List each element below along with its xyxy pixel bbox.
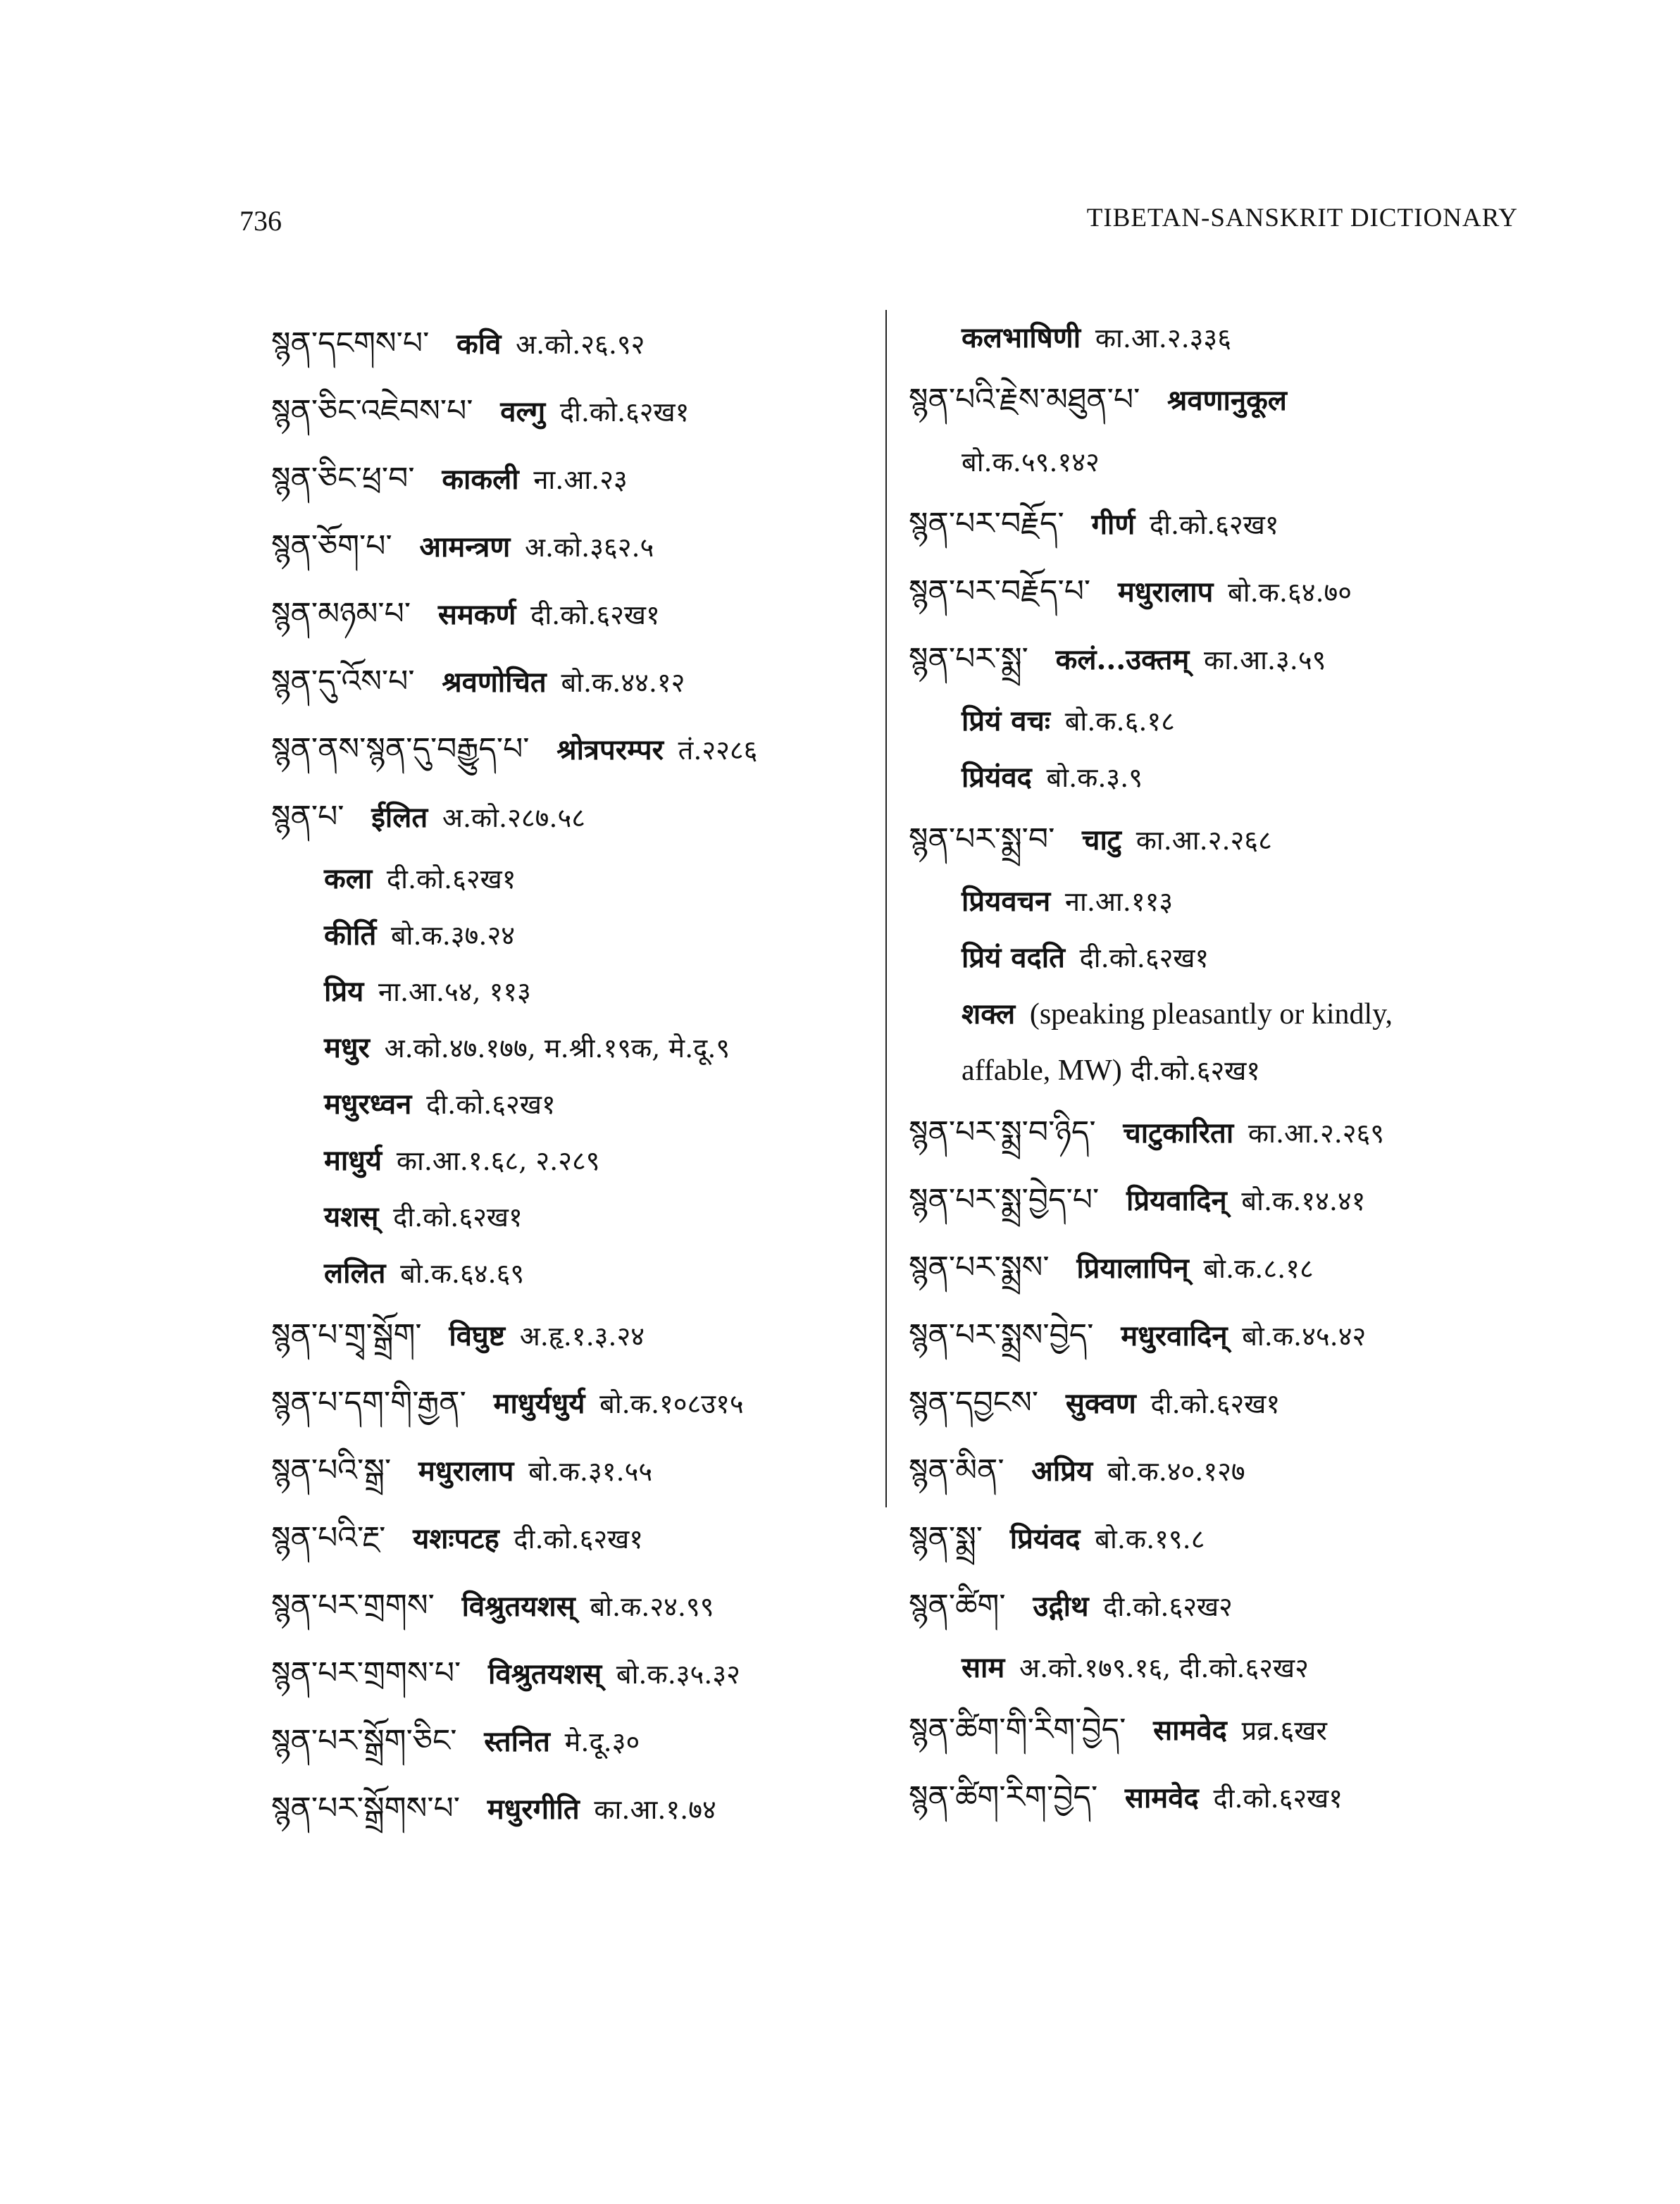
source-reference: अ.को.२६.९२ (516, 329, 645, 360)
dictionary-entry (909, 558, 1529, 625)
source-reference: का.आ.२.२६८ (1135, 825, 1272, 856)
gloss-note: affable, MW) (962, 1054, 1122, 1087)
sanskrit-equivalent: चाटुकारिता (1123, 1116, 1234, 1150)
tibetan-headword: སྙན་པར་སྨྲས་བྱེད་ (909, 1317, 1094, 1353)
sanskrit-equivalent: सुक्वण (1065, 1387, 1136, 1420)
sanskrit-equivalent: प्रियवचन (962, 885, 1051, 918)
dictionary-entry (909, 1234, 1529, 1302)
source-reference: का.आ.२.२६९ (1247, 1118, 1385, 1149)
tibetan-headword: སྙན་པར་བརྗོད་པ་ (909, 573, 1091, 609)
sanskrit-equivalent: सामवेद (1153, 1714, 1227, 1747)
dictionary-entry (271, 1572, 870, 1640)
dictionary-entry (909, 1764, 1529, 1831)
dictionary-entry (271, 851, 870, 907)
dictionary-entry (271, 716, 870, 783)
source-reference: दी.को.६२ख१ (1213, 1783, 1343, 1814)
source-reference: मे.दू.३० (564, 1726, 640, 1757)
source-reference: बो.क.६.१८ (1064, 706, 1175, 737)
source-reference: बो.क.५९.१४२ (962, 447, 1100, 478)
running-head: TIBETAN-SANSKRIT DICTIONARY (1086, 204, 1518, 232)
tibetan-headword: སྙན་པར་བརྗོད་ (909, 506, 1064, 542)
tibetan-headword: སྙན་ཚིག་རིག་བྱེད་ (909, 1779, 1098, 1815)
sanskrit-equivalent: साम (962, 1651, 1005, 1684)
source-reference: अ.को.४७.१७७, म.श्री.१९क, मे.दू.९ (384, 1033, 730, 1064)
source-reference: का.आ.१.६८, २.२८९ (396, 1145, 600, 1176)
source-reference: बो.क.४४.१२ (561, 667, 685, 698)
tibetan-headword: སྙན་པ་དག་གི་རྒྱན་ (271, 1385, 466, 1421)
dictionary-entry (271, 580, 870, 648)
dictionary-entry (271, 1437, 870, 1505)
dictionary-entry (271, 1640, 870, 1707)
tibetan-headword: སྙན་པའི་རྔ་ (271, 1520, 386, 1556)
source-reference: बो.क.४५.४२ (1242, 1321, 1367, 1352)
source-reference: दी.को.६२ख१ (559, 397, 690, 428)
sanskrit-equivalent: विश्रुतयशस् (488, 1657, 602, 1691)
source-reference: दी.को.६२ख१ (426, 1089, 556, 1120)
source-reference: दी.को.६२ख१ (393, 1202, 523, 1233)
dictionary-entry (909, 1640, 1529, 1696)
tibetan-headword: སྙན་ཚིག་གི་རིག་བྱེད་ (909, 1712, 1126, 1748)
source-reference: दी.को.६२ख२ (1103, 1591, 1233, 1622)
sanskrit-equivalent: प्रियं वचः (962, 704, 1050, 737)
dictionary-entry (909, 1696, 1529, 1764)
source-reference: बो.क.८.१८ (1203, 1253, 1314, 1284)
tibetan-headword: སྙན་པར་སྨྲ་བ་ཉིད་ (909, 1114, 1096, 1150)
source-reference: का.आ.१.७४ (594, 1794, 716, 1825)
dictionary-entry (909, 625, 1529, 693)
dictionary-entry (909, 1302, 1529, 1369)
source-reference: तं.२२८६ (678, 735, 758, 766)
sanskrit-equivalent: प्रिय (324, 975, 364, 1008)
dictionary-entry (909, 873, 1529, 930)
sanskrit-equivalent: मधुरगीति (487, 1793, 580, 1826)
dictionary-entry (909, 1505, 1529, 1572)
dictionary-entry (909, 1369, 1529, 1437)
tibetan-headword: སྙན་མིན་ (909, 1452, 1004, 1488)
dictionary-entry (271, 1302, 870, 1369)
sanskrit-equivalent: माधुर्यधुर्य (493, 1387, 585, 1420)
source-reference: का.आ.२.३३६ (1095, 323, 1231, 354)
tibetan-headword: སྙན་པར་སྒྲོག་ཅིང་ (271, 1723, 457, 1759)
sanskrit-equivalent: श्रोत्रपरम्पर (556, 733, 664, 766)
sanskrit-equivalent: आमन्त्रण (419, 530, 511, 564)
dictionary-entry (909, 749, 1529, 806)
dictionary-entry (271, 1369, 870, 1437)
sanskrit-equivalent: श्रवणोचित (442, 666, 547, 699)
source-reference: बो.क.१४.४१ (1241, 1185, 1366, 1216)
sanskrit-equivalent: काकली (442, 463, 519, 496)
source-reference: बो.क.३७.२४ (390, 920, 515, 951)
source-reference: बो.क.१९.८ (1095, 1524, 1205, 1555)
sanskrit-equivalent: शक्ल (962, 997, 1016, 1031)
dictionary-entry (271, 1020, 870, 1076)
sanskrit-equivalent: प्रियवादिन् (1126, 1184, 1227, 1217)
sanskrit-equivalent: गीर्ण (1091, 508, 1135, 541)
dictionary-entry (271, 1189, 870, 1245)
source-reference: दी.को.६२ख१ (514, 1524, 643, 1555)
dictionary-entry (271, 513, 870, 580)
sanskrit-equivalent: मधुरवादिन् (1121, 1319, 1228, 1352)
source-reference: बो.क.६४.७० (1228, 577, 1352, 608)
sanskrit-equivalent: मधुर (324, 1031, 370, 1064)
source-reference: बो.क.३.९ (1046, 762, 1143, 793)
sanskrit-equivalent: प्रियंवद (962, 761, 1032, 794)
source-reference: बो.क.६४.६९ (400, 1258, 525, 1289)
sanskrit-equivalent: कीर्ति (324, 919, 377, 952)
source-reference: अ.हृ.१.३.२४ (519, 1321, 645, 1352)
tibetan-headword: སྙན་དངགས་པ་ (271, 325, 430, 361)
source-reference: प्रव्र.६खर (1241, 1715, 1327, 1746)
source-reference: दी.को.६२ख१ (1131, 1055, 1261, 1086)
dictionary-entry (271, 964, 870, 1020)
dictionary-entry (909, 366, 1529, 434)
source-reference: ना.आ.५४, ११३ (378, 976, 531, 1007)
tibetan-headword: སྙན་པར་སྨྲ་བྱེད་པ་ (909, 1182, 1100, 1218)
sanskrit-equivalent: विघुष्ट (449, 1319, 505, 1352)
dictionary-entry (271, 1707, 870, 1775)
dictionary-entry (909, 434, 1529, 490)
dictionary-entry (909, 693, 1529, 749)
dictionary-entry (909, 490, 1529, 558)
sanskrit-equivalent: प्रियालापिन् (1076, 1252, 1189, 1285)
dictionary-entry (909, 1572, 1529, 1640)
dictionary-entry (909, 1166, 1529, 1234)
tibetan-headword: སྙན་པའི་སྒྲ་ (271, 1452, 392, 1488)
dictionary-entry (271, 783, 870, 851)
sanskrit-equivalent: कला (324, 862, 373, 895)
tibetan-headword: སྙན་པར་སྒྲོགས་པ་ (271, 1791, 461, 1826)
tibetan-headword: སྙན་ཅིང་ཕྲ་བ་ (271, 461, 415, 497)
tibetan-headword: སྙན་ཅིང་འཇེབས་པ་ (271, 393, 473, 429)
tibetan-headword: སྙན་ཅོག་པ་ (271, 528, 392, 564)
column-divider (885, 310, 887, 1507)
dictionary-entry (909, 1042, 1529, 1099)
tibetan-headword: སྙན་པ་ (271, 799, 344, 835)
dictionary-entry (909, 310, 1529, 366)
dictionary-entry (909, 1437, 1529, 1505)
sanskrit-equivalent: प्रियंवद (1009, 1522, 1081, 1555)
source-reference: दी.को.६२ख१ (1079, 942, 1209, 973)
dictionary-entry (271, 445, 870, 513)
sanskrit-equivalent: विश्रुतयशस् (461, 1590, 575, 1623)
tibetan-headword: སྙན་མཉམ་པ་ (271, 596, 411, 632)
sanskrit-equivalent: स्तनित (484, 1725, 550, 1758)
tibetan-headword: སྙན་ནས་སྙན་དུ་བརྒྱུད་པ་ (271, 731, 530, 767)
sanskrit-equivalent: माधुर्य (324, 1144, 382, 1177)
dictionary-entry (271, 1775, 870, 1843)
gloss-note: (speaking pleasantly or kindly, (1029, 998, 1393, 1031)
sanskrit-equivalent: कवि (456, 328, 502, 361)
tibetan-headword: སྙན་པར་གྲགས་ (271, 1588, 435, 1624)
source-reference: दी.को.६२ख१ (386, 864, 516, 895)
tibetan-headword: སྙན་པར་གྲགས་པ་ (271, 1655, 461, 1691)
tibetan-headword: སྙན་པ་གྲྭ་སྒྲོག་ (271, 1317, 422, 1353)
source-reference: बो.क.२४.९९ (590, 1591, 714, 1622)
sanskrit-equivalent: प्रियं वदति (962, 941, 1065, 974)
source-reference: ना.आ.२३ (533, 464, 628, 495)
source-reference: का.आ.३.५९ (1204, 645, 1326, 675)
tibetan-headword: སྙན་སྨྲ་ (909, 1520, 983, 1556)
dictionary-entry (909, 806, 1529, 873)
tibetan-headword: སྙན་པར་སྨྲས་ (909, 1250, 1050, 1285)
right-column (909, 310, 1529, 1831)
tibetan-headword: སྙན་དབྱངས་ (909, 1385, 1039, 1421)
dictionary-entry (271, 310, 870, 378)
sanskrit-equivalent: मधुरालाप (1117, 575, 1214, 609)
sanskrit-equivalent: ईलित (371, 801, 428, 834)
source-reference: बो.क.३१.५५ (528, 1456, 653, 1487)
source-reference: बो.क.३५.३२ (616, 1659, 740, 1690)
source-reference: ना.आ.११३ (1064, 886, 1174, 917)
dictionary-entry (271, 1076, 870, 1133)
source-reference: दी.को.६२ख१ (530, 599, 660, 630)
sanskrit-equivalent: अप्रिय (1031, 1455, 1093, 1488)
sanskrit-equivalent: उद्गीथ (1033, 1590, 1089, 1623)
sanskrit-equivalent: यशःपटह (413, 1522, 499, 1555)
dictionary-entry (271, 1133, 870, 1189)
source-reference: बो.क.४०.१२७ (1107, 1456, 1245, 1487)
sanskrit-equivalent: ललित (324, 1257, 386, 1290)
dictionary-entry (909, 1099, 1529, 1166)
dictionary-entry (271, 907, 870, 964)
source-reference: अ.को.३६२.५ (524, 532, 654, 563)
left-column (271, 310, 870, 1843)
dictionary-entry (909, 986, 1529, 1042)
sanskrit-equivalent: समकर्ण (437, 598, 516, 631)
source-reference: अ.को.१७९.१६, दी.को.६२ख२ (1019, 1652, 1309, 1683)
dictionary-entry (271, 1245, 870, 1302)
sanskrit-equivalent: सामवेद (1124, 1781, 1199, 1814)
sanskrit-equivalent: चाटु (1082, 823, 1121, 857)
source-reference: अ.को.२८७.५८ (442, 802, 586, 833)
tibetan-headword: སྙན་པའི་རྗེས་མཐུན་པ་ (909, 382, 1140, 418)
tibetan-headword: སྙན་པར་སྨྲ་ (909, 641, 1028, 677)
source-reference: दी.को.६२ख१ (1150, 1388, 1281, 1419)
sanskrit-equivalent: यशस् (324, 1200, 379, 1233)
sanskrit-equivalent: मधुरालाप (418, 1455, 514, 1488)
tibetan-headword: སྙན་ཚིག་ (909, 1588, 1006, 1624)
dictionary-entry (271, 1505, 870, 1572)
source-reference: बो.क.१०८उ१५ (599, 1388, 744, 1419)
dictionary-entry (271, 648, 870, 716)
dictionary-entry (271, 378, 870, 445)
sanskrit-equivalent: कलं...उक्तम् (1055, 643, 1190, 676)
source-reference: दी.को.६२ख१ (1149, 509, 1279, 540)
sanskrit-equivalent: कलभाषिणी (962, 321, 1081, 354)
sanskrit-equivalent: वल्गु (500, 395, 546, 428)
sanskrit-equivalent: श्रवणानुकूल (1167, 384, 1287, 417)
page-number: 736 (239, 205, 282, 237)
sanskrit-equivalent: मधुरध्वन (324, 1088, 412, 1121)
tibetan-headword: སྙན་པར་སྨྲ་བ་ (909, 821, 1055, 857)
tibetan-headword: སྙན་དུ་འོས་པ་ (271, 664, 415, 699)
dictionary-entry (909, 930, 1529, 986)
